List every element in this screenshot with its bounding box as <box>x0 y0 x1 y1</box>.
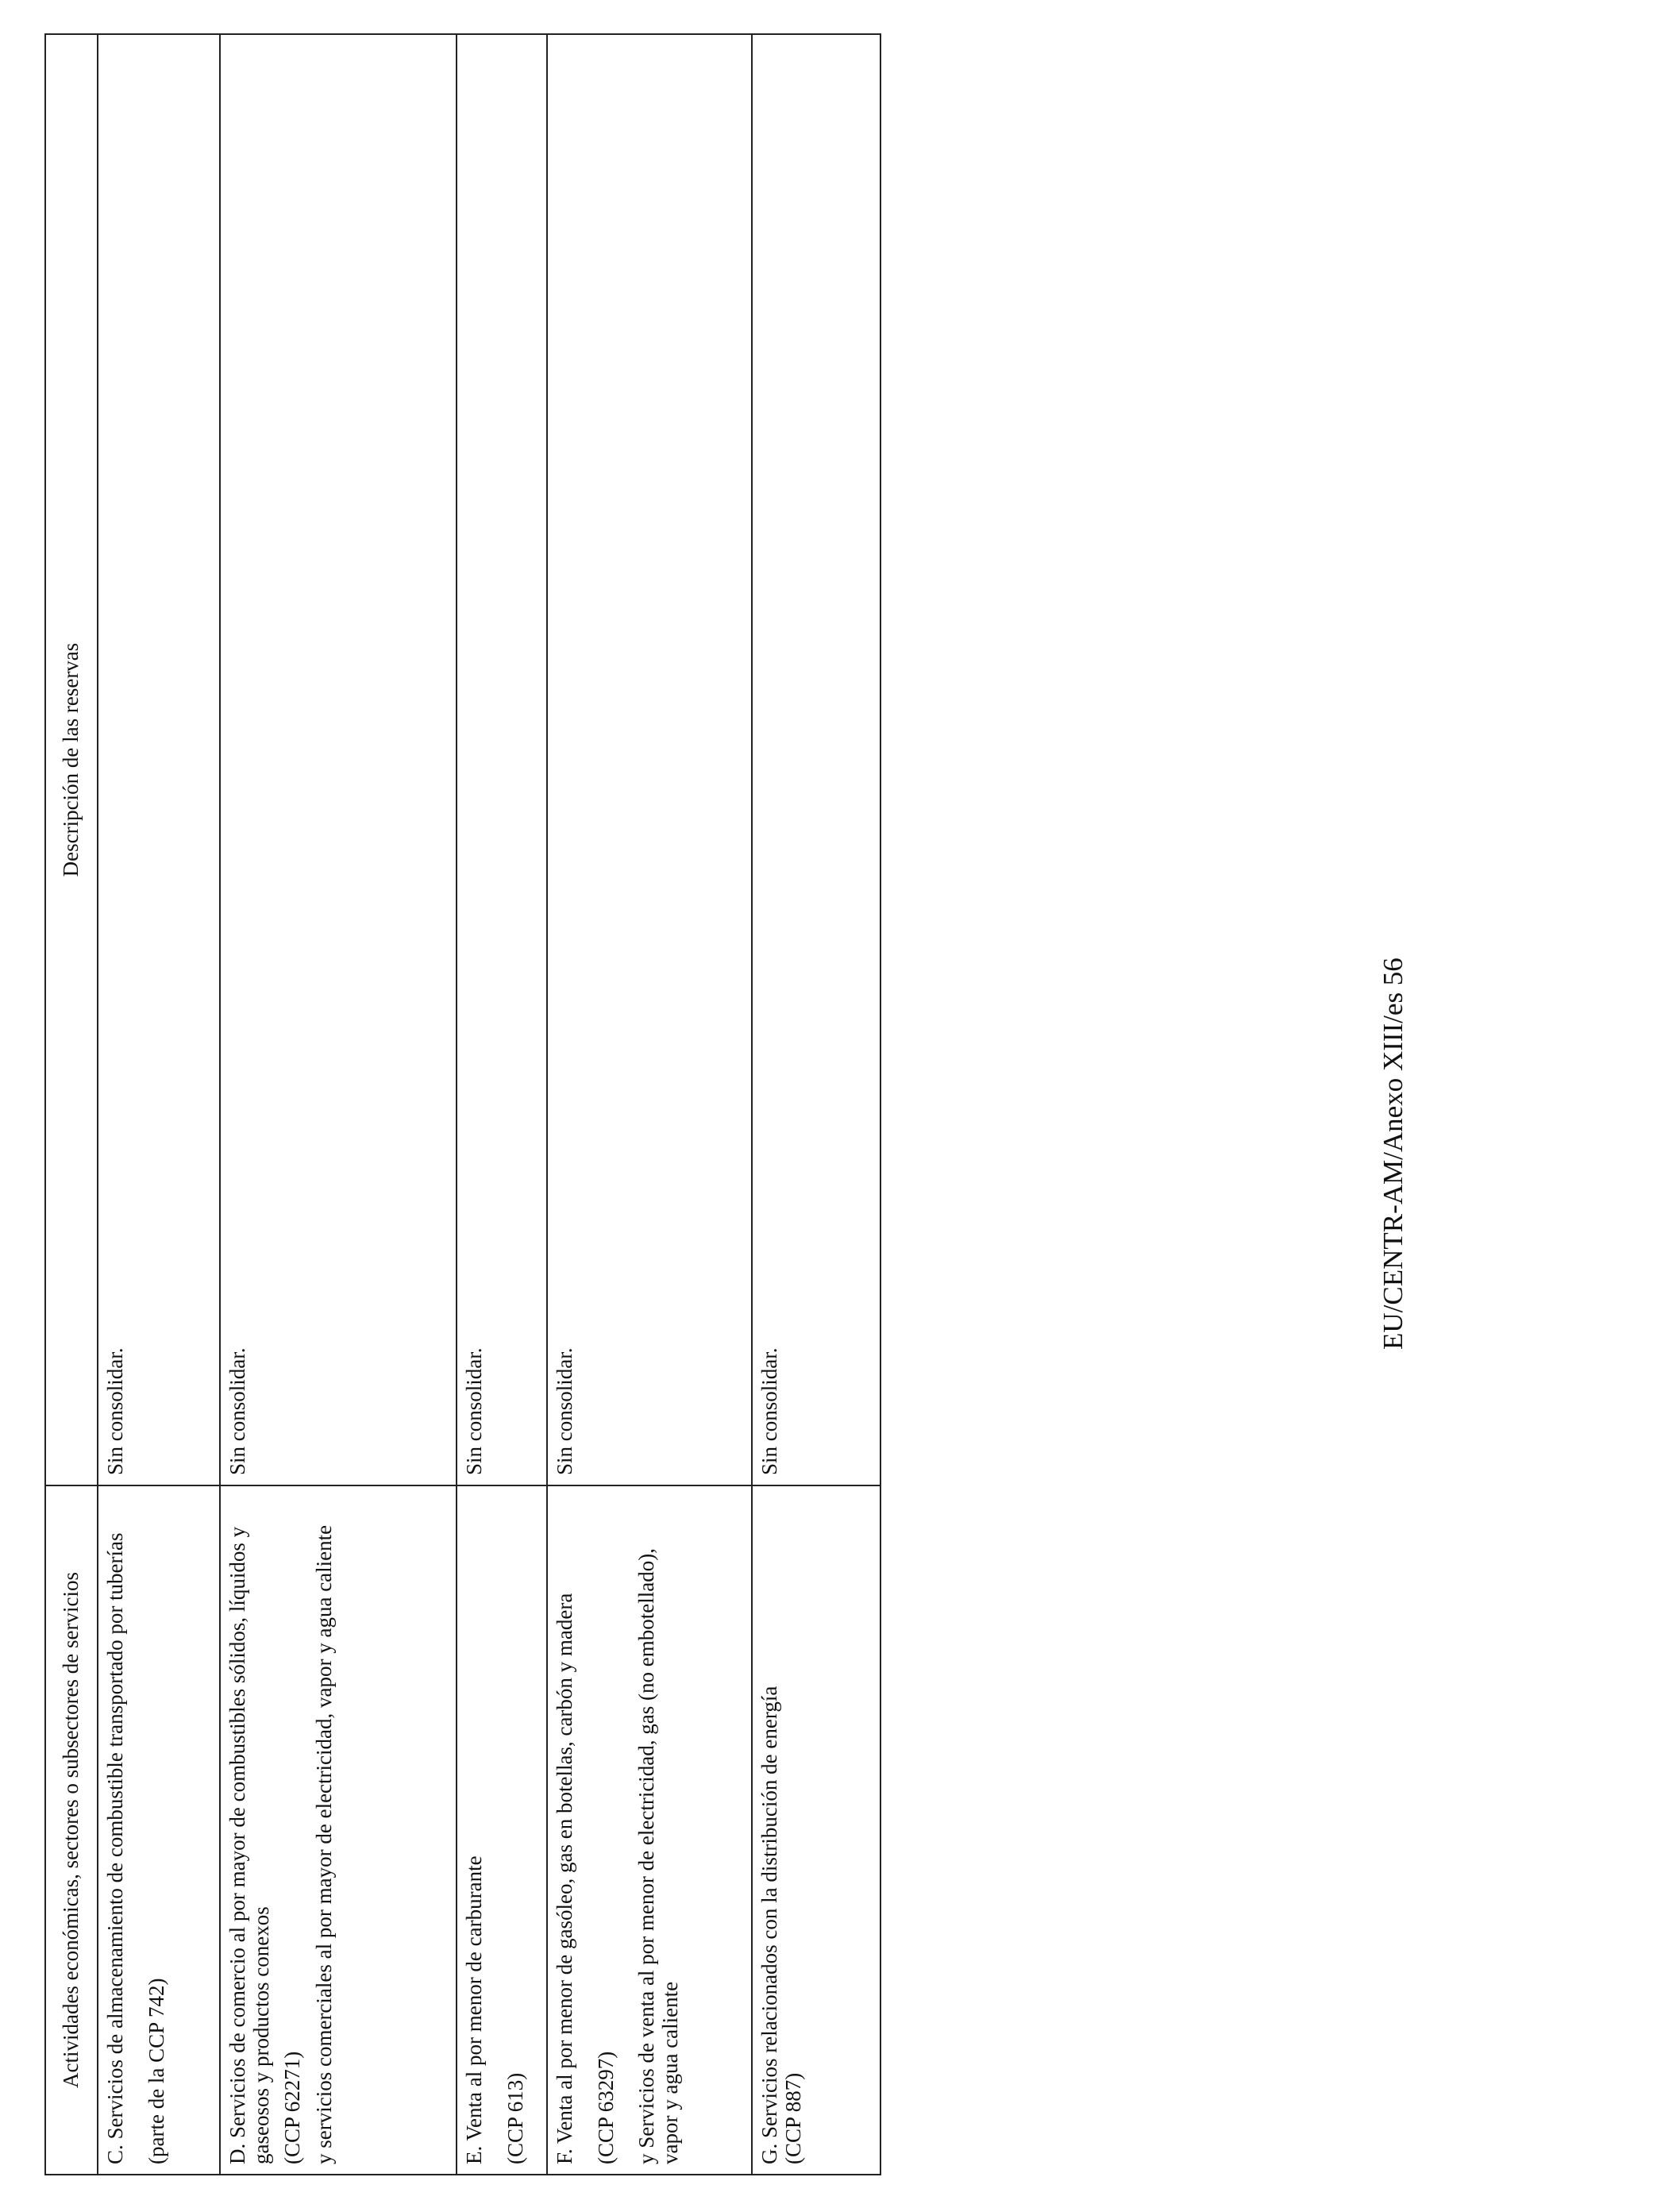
table-row <box>98 34 220 2175</box>
activity-cell <box>220 1485 457 2175</box>
reservation-cell: Sin consolidar. <box>547 34 752 1485</box>
activity-cell <box>547 1485 752 2175</box>
reservation-cell: Sin consolidar. <box>98 34 220 1485</box>
table-row <box>752 34 880 2175</box>
header-activities: Actividades económicas, sectores o subsectores de servicios <box>45 1485 98 2175</box>
activity-code: (CCP 63297) <box>593 2051 618 2164</box>
activity-title: F. Venta al por menor de gasóleo, gas en botellas, carbón y madera <box>553 1593 576 2164</box>
activity-cell <box>98 1485 220 2175</box>
reservations-table <box>44 33 881 2175</box>
activity-title: G. Servicios relacionados con la distribución de energía <box>757 1686 781 2164</box>
reservation-cell: Sin consolidar. <box>752 34 880 1485</box>
activity-title: D. Servicios de comercio al por mayor de combustibles sólidos, líquidos y gaseosos y productos conexos <box>225 1526 273 2164</box>
activity-cell <box>752 1485 880 2175</box>
table-row <box>220 34 457 2175</box>
header-description: Descripción de las reservas <box>45 34 98 1485</box>
page-footer-reference: EU/CENTR-AM/Anexo XIII/es 56 <box>1378 958 1408 1350</box>
activity-code: (CCP 62271) <box>280 2051 305 2164</box>
activity-title: E. Venta al por menor de carburante <box>462 1855 486 2164</box>
activity-code: (parte de la CCP 742) <box>144 1978 168 2164</box>
activity-cell <box>457 1485 547 2175</box>
activity-extra: y Servicios de venta al por menor de electricidad, gas (no embotellado), vapor y agua caliente <box>634 1548 683 2164</box>
activity-code: (CCP 613) <box>503 2072 527 2164</box>
table-header-row <box>45 34 98 2175</box>
table-row <box>547 34 752 2175</box>
activity-title: C. Servicios de almacenamiento de combustible transportado por tuberías <box>103 1532 127 2164</box>
table-row <box>457 34 547 2175</box>
reservation-cell: Sin consolidar. <box>457 34 547 1485</box>
activity-code: (CCP 887) <box>780 2072 805 2164</box>
activity-extra: y servicios comerciales al por mayor de electricidad, vapor y agua caliente <box>312 1524 337 2164</box>
reservation-cell: Sin consolidar. <box>220 34 457 1485</box>
